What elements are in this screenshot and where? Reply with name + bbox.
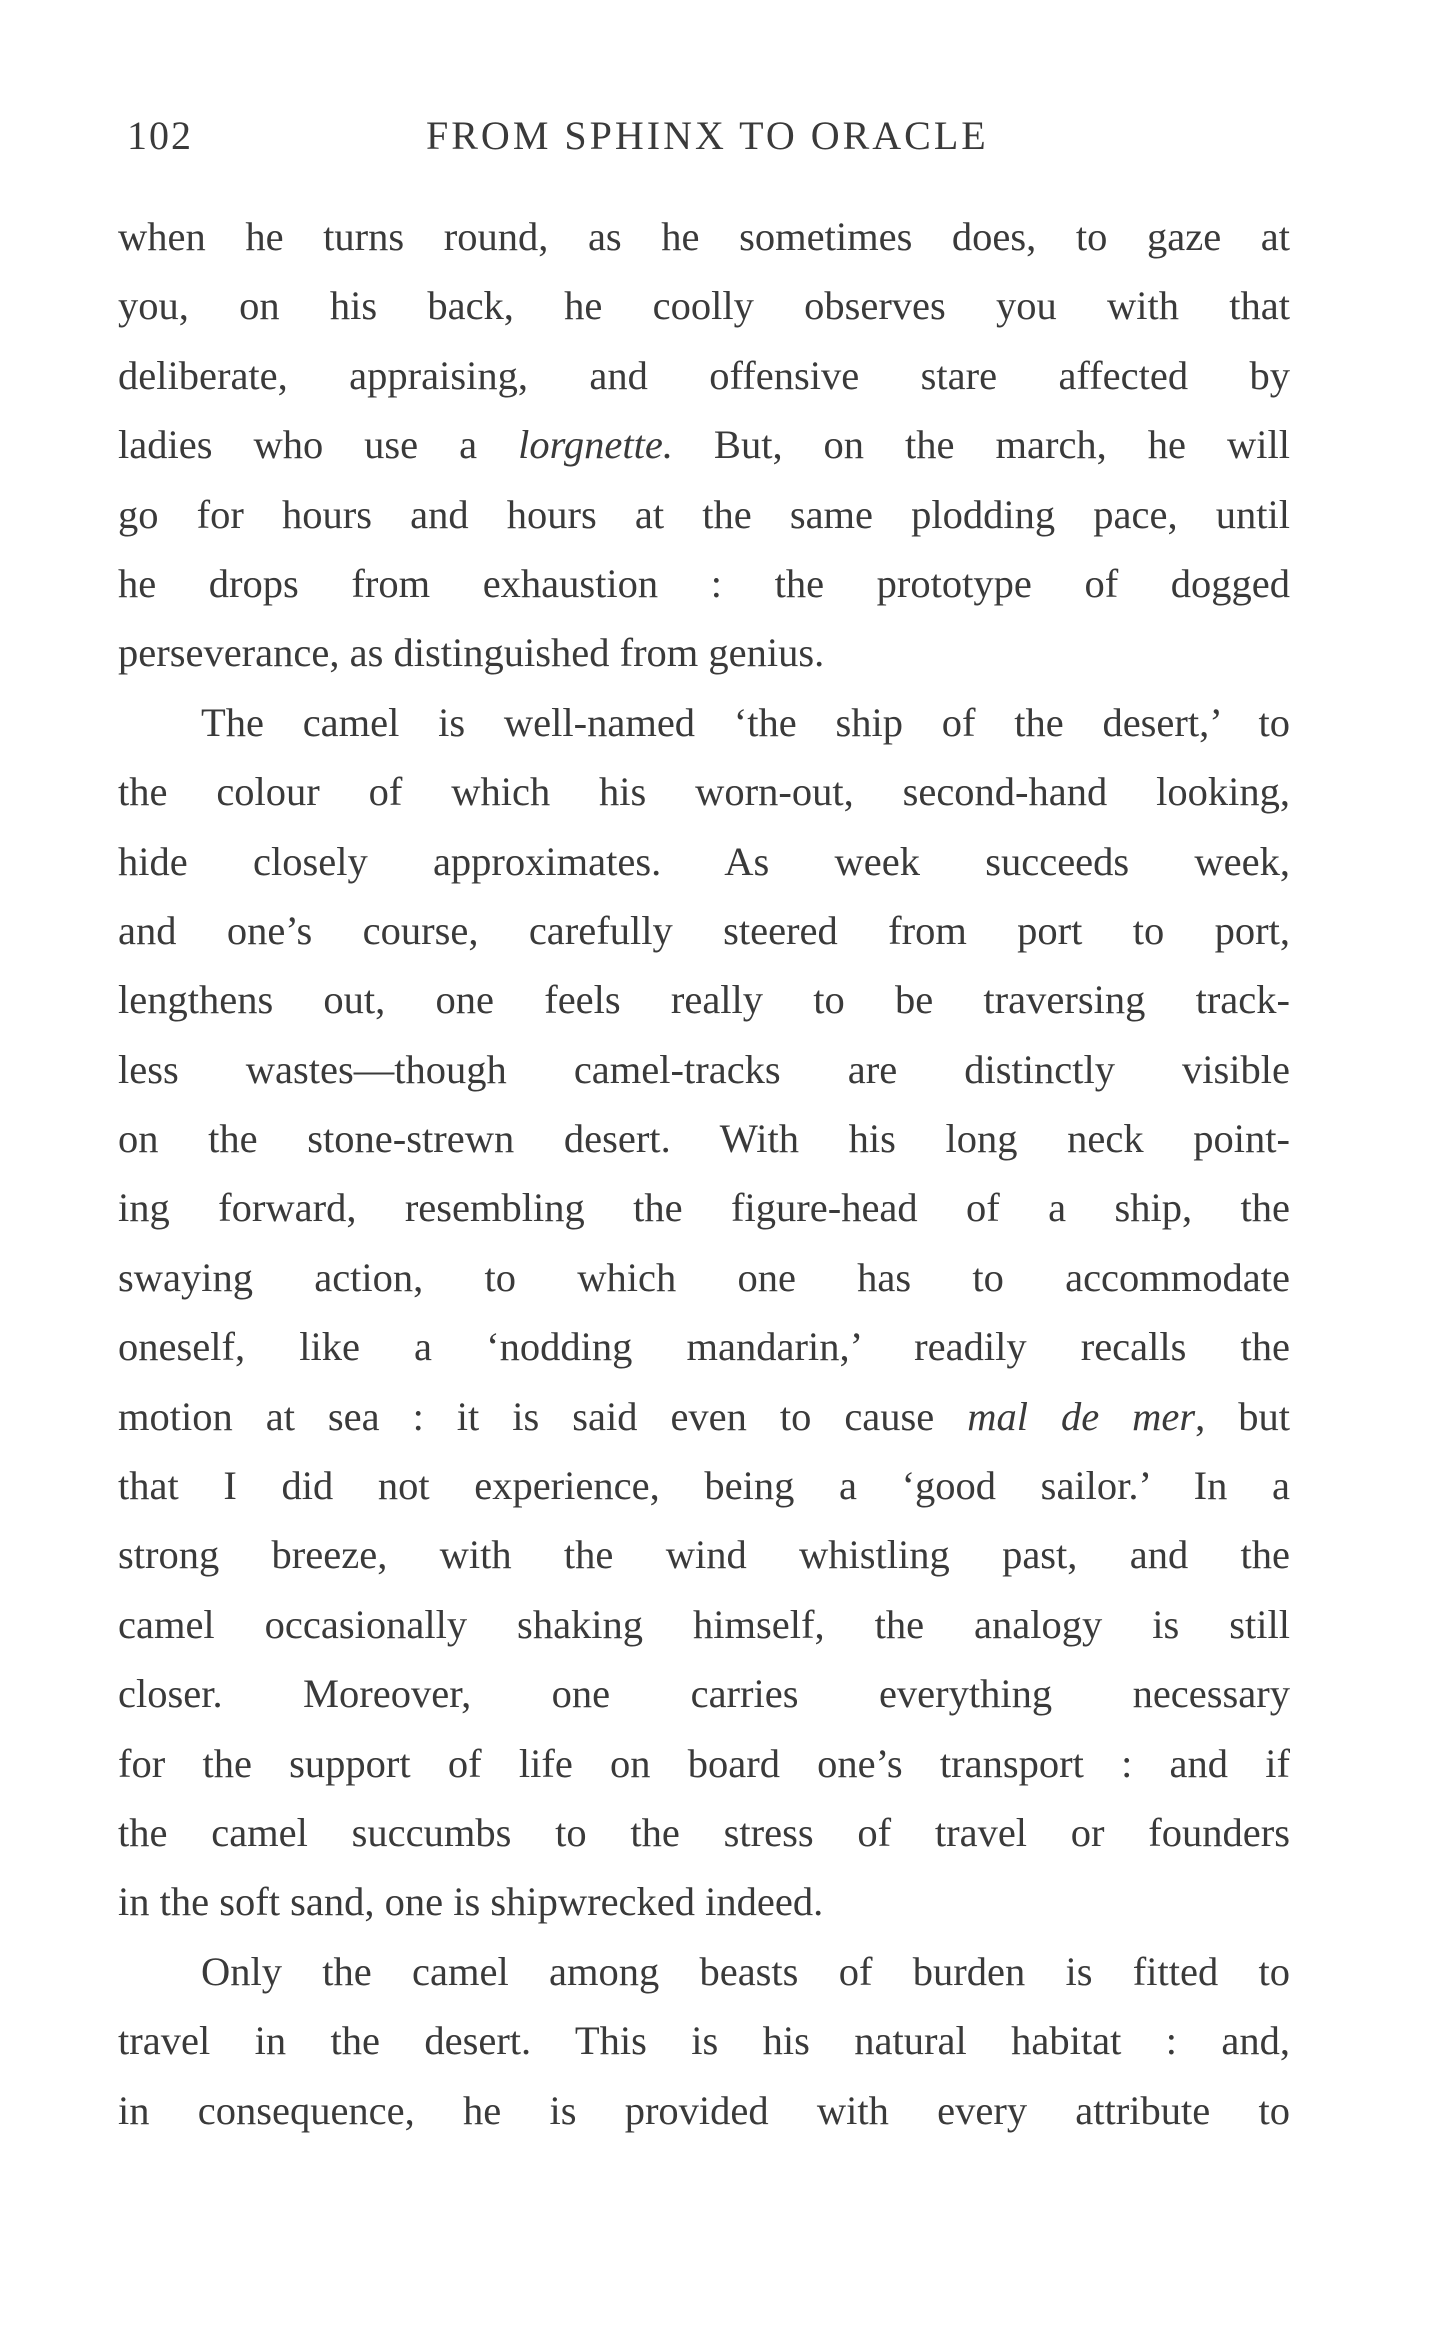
text-segment: ladies who use a [118,422,519,468]
text-line: The camel is well-named ‘the ship of the desert,’ to [201,699,1290,745]
text-line: lengthens out, one feels really to be traversing track- [118,977,1290,1023]
text-line: less wastes—though camel-tracks are distinctly visible [118,1046,1290,1092]
text-line: in the soft sand, one is shipwrecked indeed. [118,1879,824,1925]
text-line: perseverance, as distinguished from genius. [118,630,825,676]
text-segment: , but [1195,1393,1290,1439]
text-line: the colour of which his worn-out, second-hand looking, [118,769,1290,815]
text-line: Only the camel among beasts of burden is fitted to [201,1948,1290,1994]
text-segment: But, on the march, he will [672,422,1290,468]
book-title: FROM SPHINX TO ORACLE [426,113,989,158]
italic-term: lorgnette. [518,422,673,468]
text-line: hide closely approximates. As week succeeds week, [118,838,1290,884]
text-line: and one’s course, carefully steered from port to port, [118,907,1290,953]
text-line: in consequence, he is provided with every attribute to [118,2087,1290,2133]
text-line: go for hours and hours at the same plodding pace, until [118,491,1290,537]
body-text [118,202,1290,2145]
text-line: swaying action, to which one has to accommodate [118,1254,1290,1300]
text-line: travel in the desert. This is his natural habitat : and, [118,2018,1290,2064]
running-head [0,112,1436,162]
text-line: closer. Moreover, one carries everything necessary [118,1671,1290,1717]
italic-term: mal de mer [967,1393,1196,1439]
text-line: that I did not experience, being a ‘good sailor.’ In a [118,1463,1290,1509]
text-line: on the stone-strewn desert. With his long neck point- [118,1116,1290,1162]
page-number: 102 [127,113,193,158]
text-line: he drops from exhaustion : the prototype of dogged [118,560,1290,606]
text-line: deliberate, appraising, and offensive stare affected by [118,352,1290,398]
text-line: the camel succumbs to the stress of travel or founders [118,1809,1290,1855]
text-line: camel occasionally shaking himself, the analogy is still [118,1601,1290,1647]
text-line: when he turns round, as he sometimes does, to gaze at [118,214,1290,259]
text-line: oneself, like a ‘nodding mandarin,’ readily recalls the [118,1324,1290,1370]
text-segment: motion at sea : it is said even to cause [118,1393,968,1439]
text-line: ing forward, resembling the figure-head of a ship, the [118,1185,1290,1231]
text-line: you, on his back, he coolly observes you with that [118,283,1290,329]
text-line: strong breeze, with the wind whistling past, and the [118,1532,1290,1578]
text-line: for the support of life on board one’s transport : and if [118,1740,1290,1786]
text-line [118,410,1290,479]
text-line [118,1382,1290,1451]
